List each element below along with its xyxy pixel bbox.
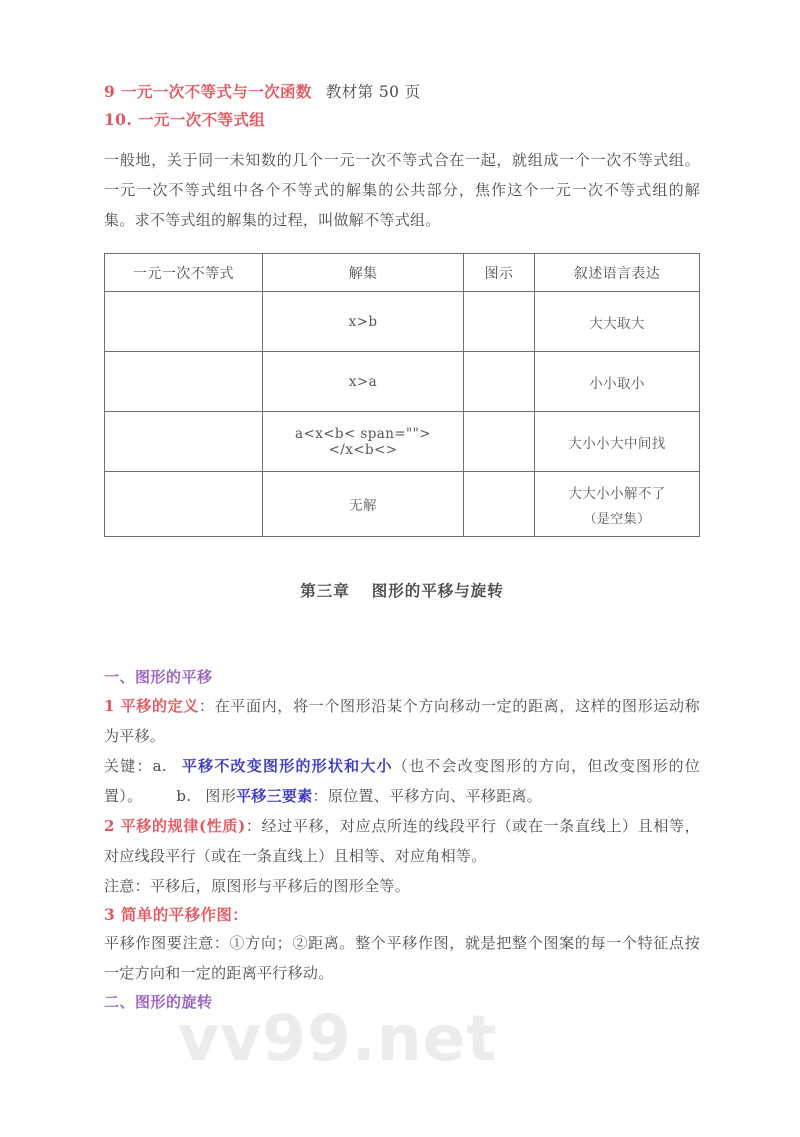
translation-property-colon: ： (245, 817, 262, 835)
translation-property-note: 注意：平移后，原图形与平移后的图形全等。 (104, 877, 411, 895)
cell-description-note: （是空集） (583, 511, 651, 527)
heading-rotation: 二、图形的旋转 (104, 993, 213, 1011)
table-header-row (105, 254, 700, 292)
chapter-name: 图形的平移与旋转 (371, 581, 504, 600)
chapter-title (104, 577, 700, 605)
translation-key-blue-2: 平移三要素 (236, 787, 313, 805)
translation-definition-text: 在平面内，将一个图形沿某个方向移动一定的距离，这样的图形运动称为平移。 (104, 697, 700, 745)
translation-key-after-2: ：原位置、平移方向、平移距离。 (312, 787, 543, 805)
cell-solution: x>b (263, 292, 464, 352)
translation-drawing-text: 平移作图要注意：①方向；②距离。整个平移作图，就是把整个图案的每一个特征点按一定方向和一定的距离平行移动。 (104, 934, 700, 982)
translation-key-prefix: 关键：a. (104, 757, 167, 775)
cell-solution: a<x<b< span=""></x<b<> (263, 412, 464, 472)
cell-inequality (105, 472, 263, 537)
watermark: vv99.net (178, 1002, 498, 1075)
table-row (105, 412, 700, 472)
cell-inequality (105, 412, 263, 472)
translation-key-points (104, 751, 700, 811)
table-row (105, 292, 700, 352)
inequality-group-paragraph: 一般地，关于同一未知数的几个一元一次不等式合在一起，就组成一个一次不等式组。一元一次不等式组中各个不等式的解集的公共部分，焦作这个一元一次不等式组的解集。求不等式组的解集的过程，叫做解不等式组。 (104, 151, 700, 229)
document-content (104, 78, 700, 1016)
translation-key-blue-1: 平移不改变图形的形状和大小 (180, 757, 393, 775)
table-row (105, 352, 700, 412)
cell-diagram (464, 292, 535, 352)
heading-section-9-note: 教材第 50 页 (325, 83, 421, 101)
inequality-rules-table (104, 253, 700, 537)
cell-inequality (105, 352, 263, 412)
translation-key-b-label: b. (176, 787, 192, 805)
cell-diagram (464, 352, 535, 412)
translation-definition (104, 691, 700, 751)
translation-property-lead: 2 平移的规律(性质) (104, 817, 246, 835)
translation-definition-colon: ： (198, 697, 215, 715)
table-header-inequality: 一元一次不等式 (105, 254, 263, 292)
heading-section-10: 10. 一元一次不等式组 (104, 110, 266, 129)
cell-diagram (464, 472, 535, 537)
cell-description (535, 472, 700, 537)
table-header-diagram: 图示 (464, 254, 535, 292)
cell-solution: 无解 (263, 472, 464, 537)
heading-section-9 (104, 78, 700, 106)
translation-key-before-2: 图形 (205, 787, 236, 805)
translation-property (104, 811, 700, 871)
cell-solution: x>a (263, 352, 464, 412)
translation-property-text: 经过平移，对应点所连的线段平行（或在一条直线上）且相等，对应线段平行（或在一条直线上）且相等、对应角相等。 (104, 817, 700, 865)
table-row (105, 472, 700, 537)
heading-section-9-label: 9 一元一次不等式与一次函数 (104, 82, 312, 101)
table-header-description: 叙述语言表达 (535, 254, 700, 292)
cell-description: 大大取大 (535, 292, 700, 352)
heading-translation: 一、图形的平移 (104, 668, 213, 686)
cell-description: 小小取小 (535, 352, 700, 412)
cell-description: 大小小大中间找 (535, 412, 700, 472)
translation-key-after-1: （也不会改变图形的方向，但改变图形的位置）。 (104, 757, 701, 805)
translation-definition-lead: 1 平移的定义 (104, 697, 199, 715)
cell-inequality (105, 292, 263, 352)
translation-drawing-heading: 3 简单的平移作图： (104, 905, 249, 924)
table-header-solution: 解集 (263, 254, 464, 292)
cell-description-main: 大大小小解不了 (568, 485, 666, 502)
cell-diagram (464, 412, 535, 472)
chapter-number: 第三章 (300, 581, 350, 600)
